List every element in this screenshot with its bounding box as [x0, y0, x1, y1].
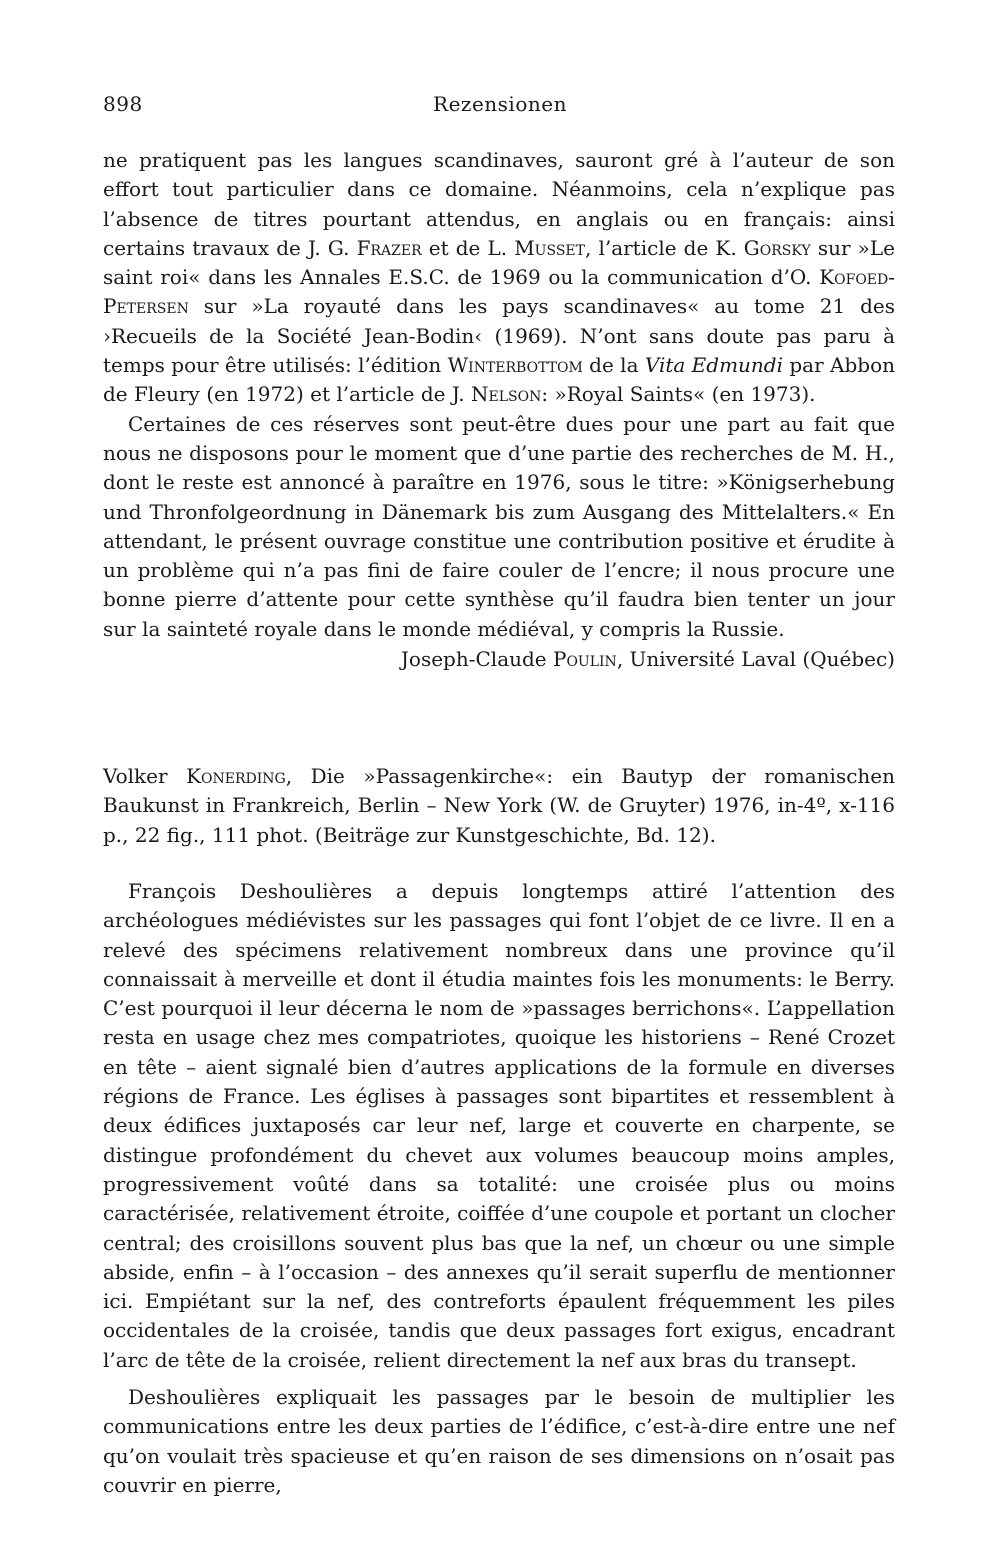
running-title: Rezensionen — [433, 92, 567, 116]
author-name: Kofoed-Petersen — [103, 265, 895, 319]
review-1-body — [103, 146, 895, 644]
work-title: Vita Edmundi — [644, 353, 784, 378]
review-2-body — [103, 877, 895, 1500]
review-2-paragraph-1: François Deshoulières a depuis longtemps attiré l’attention des archéologues médiévistes sur les passages qui font l’objet de ce livre. Il en a relevé des spécimens relativement nombreux dans une province qu’il connaissait à merveille et dont il étudia maintes fois les monuments: le Berry. C’est pourquoi il leur décerna le nom de »passages berrichons«. L’appellation resta en usage chez mes compatriotes, quoique les historiens – René Crozet en tête – aient signalé bien d’autres applications de la formule en diverses régions de France. Les églises à passages sont bipartites et ressemblent à deux édifices juxtaposés car leur nef, large et couverte en charpente, se distingue profondément du chevet aux volumes beaucoup moins amples, progressivement voûté dans sa totalité: une croisée plus ou moins caractérisée, relativement étroite, coiffée d’une coupole et portant un clocher central; des croisillons souvent plus bas que la nef, un chœur ou une simple abside, enfin – à l’occasion – des annexes qu’il serait superflu de mentionner ici. Empiétant sur la nef, des contreforts épaulent fréquemment les piles occidentales de la croisée, tandis que deux passages fort exigus, encadrant l’arc de tête de la croisée, relient directement la nef aux bras du transept. — [103, 879, 895, 1372]
page-number: 898 — [103, 92, 143, 116]
author-name: Gorsky — [743, 235, 811, 260]
review-1-paragraph-2: Certaines de ces réserves sont peut-être dues pour une part au fait que nous ne disposons pour le moment que d’une partie des recherches de M. H., dont le reste est annoncé à paraître en 1976, sous le titre: »Königserhebung und Thronfolgeordnung in Dänemark bis zum Ausgang des Mittelalters.« En attendant, le présent ouvrage constitue une contribution positive et érudite à un problème qui n’a pas fini de faire couler de l’encre; il nous procure une bonne pierre d’attente pour cette synthèse qu’il faudra bien tenter un jour sur la sainteté royale dans le monde médiéval, y compris la Russie. — [103, 411, 895, 641]
author-name: Musset — [514, 235, 585, 260]
author-name: Winterbottom — [447, 353, 583, 378]
review-1-signature: Joseph-Claude Poulin, Université Laval (Québec) — [400, 647, 895, 671]
author-name: Konerding — [186, 764, 286, 788]
review-2-citation: Volker Konerding, Die »Passagenkirche«: ein Bautyp der romanischen Baukunst in Frankreich, Berlin – New York (W. de Gruyter) 1976, in-4º, x-116 p., 22 fig., 111 phot. (Beiträge zur Kunstgeschichte, Bd. 12). — [103, 764, 896, 847]
author-name: Nelson — [471, 382, 542, 407]
author-name: Frazer — [356, 235, 422, 260]
review-2-paragraph-2: Deshoulières expliquait les passages par le besoin de multiplier les communications entre les deux parties de l’édifice, c’est-à-dire entre une nef qu’on voulait très spacieuse et qu’en raison de ses dimensions on n’osait pas couvrir en pierre, — [103, 1385, 895, 1497]
reviewer-name: Poulin — [553, 647, 617, 671]
review-1-paragraph-1: ne pratiquent pas les langues scandinaves, sauront gré à l’auteur de son effort tout particulier dans ce domaine. Néanmoins, cela n’explique pas l’absence de titres pourtant attendus, en anglais ou en français: ainsi certains travaux de J. G. Frazer et de L. Musset, l’article de K. Gorsky sur »Le saint roi« dans les Annales E.S.C. de 1969 ou la communication d’O. Kofoed-Petersen sur »La royauté dans les pays scandinaves« au tome 21 des ›Recueils de la Société Jean-Bodin‹ (1969). N’ont sans doute pas paru à temps pour être utilisés: l’édition Winterbottom de la Vita Edmundi par Abbon de Fleury (en 1972) et l’article de J. Nelson: »Royal Saints« (en 1973). — [103, 148, 895, 407]
